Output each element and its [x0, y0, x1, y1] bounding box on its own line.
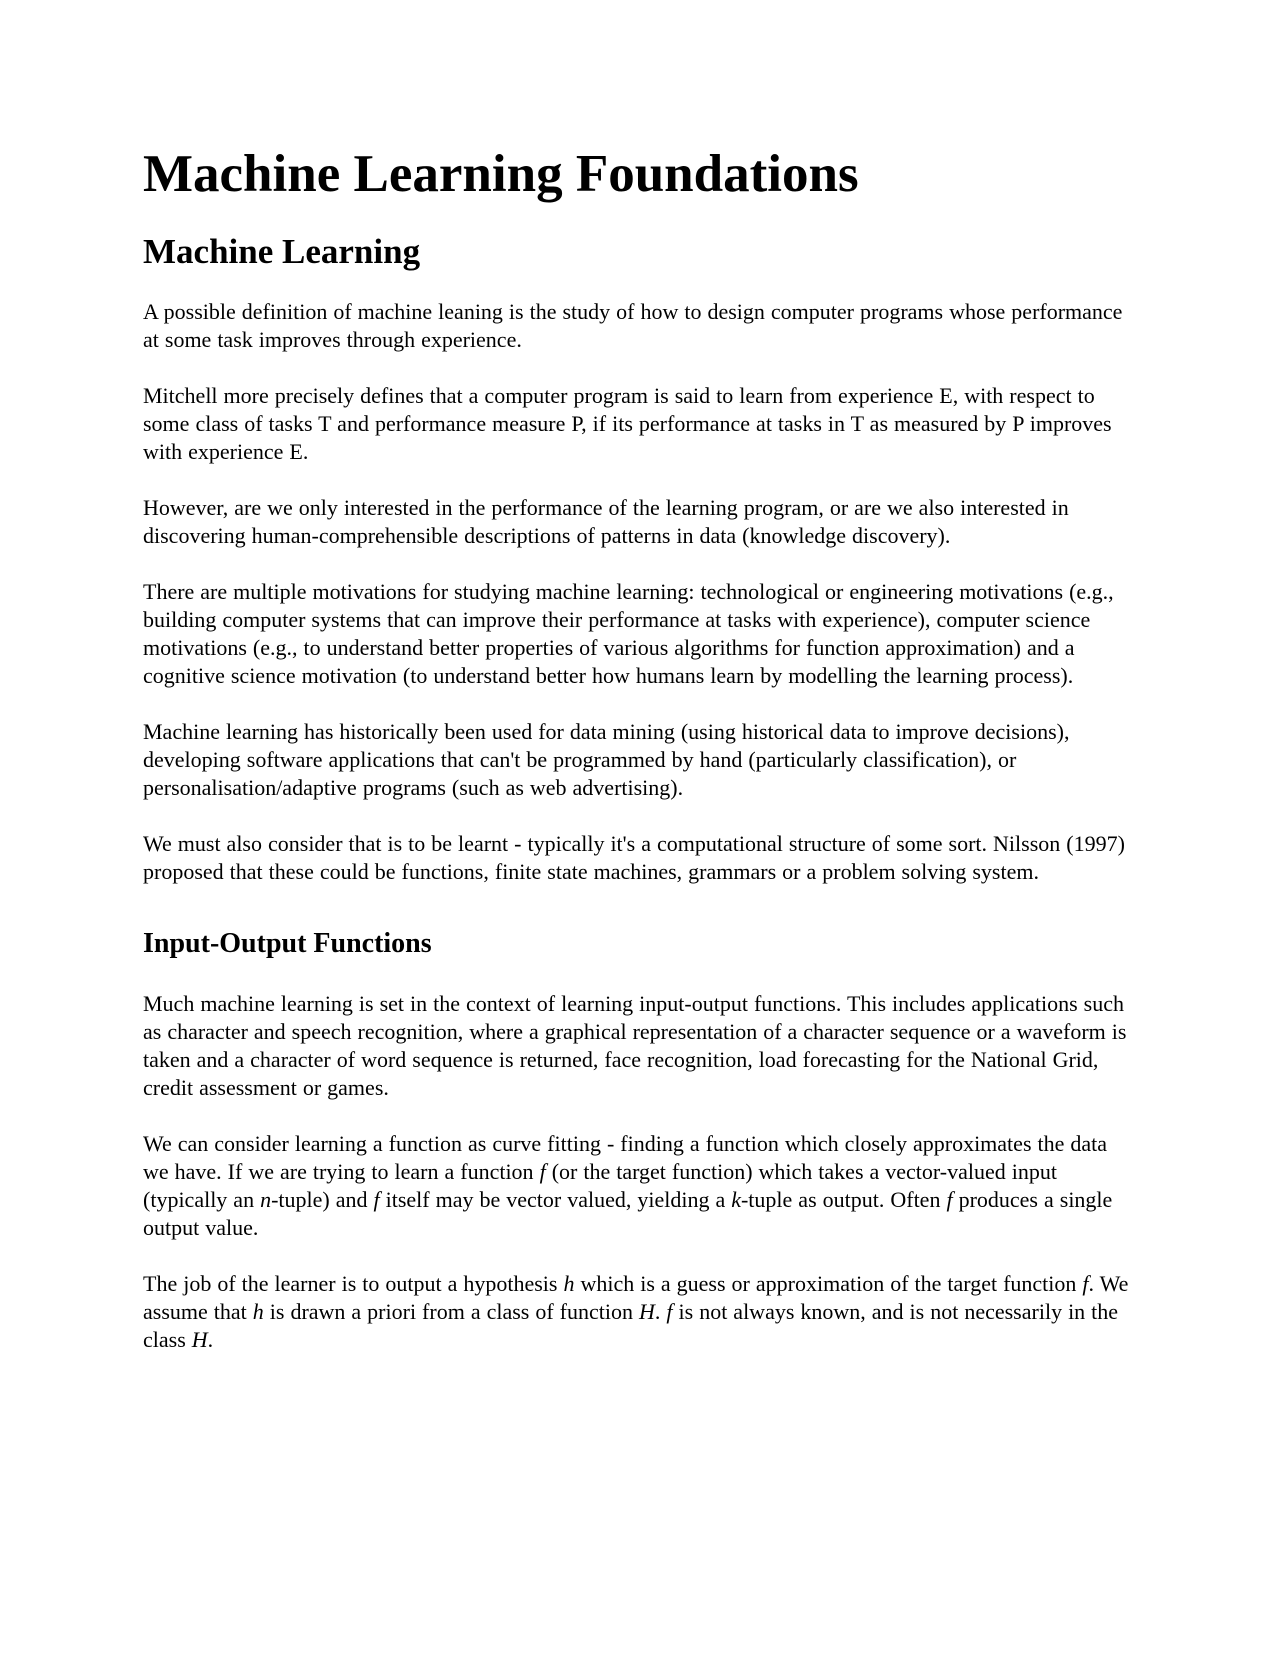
document-content: [143, 146, 1135, 1382]
paragraph-what-is-learnt: We must also consider that is to be learnt - typically it's a computational structure of some sort. Nilsson (1997) proposed that these could be functions, finite state machines, grammars or a problem solving system.: [143, 830, 1125, 884]
document-title: Machine Learning Foundations: [143, 145, 859, 203]
paragraph-mitchell-definition: Mitchell more precisely defines that a computer program is said to learn from experience E, with respect to some class of tasks T and performance measure P, if its performance at tasks in T as measured by P improves with experience E.: [143, 382, 1112, 464]
section-heading-machine-learning: Machine Learning: [143, 232, 421, 272]
subsection-heading-input-output-functions: Input-Output Functions: [143, 927, 432, 959]
paragraph-io-context: Much machine learning is set in the context of learning input-output functions. This includes applications such as character and speech recognition, where a graphical representation of a character sequence or a waveform is taken and a character of word sequence is returned, face recognition, load forecasting for the National Grid, credit assessment or games.: [143, 990, 1127, 1100]
paragraph-learner-hypothesis: The job of the learner is to output a hypothesis h which is a guess or approximation of the target function f. We assume that h is drawn a priori from a class of function H. f is not always known, and is not necessarily in the class H.: [143, 1270, 1129, 1352]
paragraph-knowledge-discovery: However, are we only interested in the performance of the learning program, or are we also interested in discovering human-comprehensible descriptions of patterns in data (knowledge discovery).: [143, 494, 1069, 548]
paragraph-motivations: There are multiple motivations for studying machine learning: technological or engineering motivations (e.g., building computer systems that can improve their performance at tasks with experience), computer science motivations (e.g., to understand better properties of various algorithms for function approximation) and a cognitive science motivation (to understand better how humans learn by modelling the learning process).: [143, 578, 1114, 688]
paragraph-curve-fitting: We can consider learning a function as curve fitting - finding a function which closely approximates the data we have. If we are trying to learn a function f (or the target function) which takes a vector-valued input (typically an n-tuple) and f itself may be vector valued, yielding a k-tuple as output. Often f produces a single output value.: [143, 1130, 1113, 1240]
paragraph-historical-uses: Machine learning has historically been used for data mining (using historical data to improve decisions), developing software applications that can't be programmed by hand (particularly classification), or personalisation/adaptive programs (such as web advertising).: [143, 718, 1070, 800]
paragraph-definition: A possible definition of machine leaning is the study of how to design computer programs whose performance at some task improves through experience.: [143, 298, 1123, 352]
